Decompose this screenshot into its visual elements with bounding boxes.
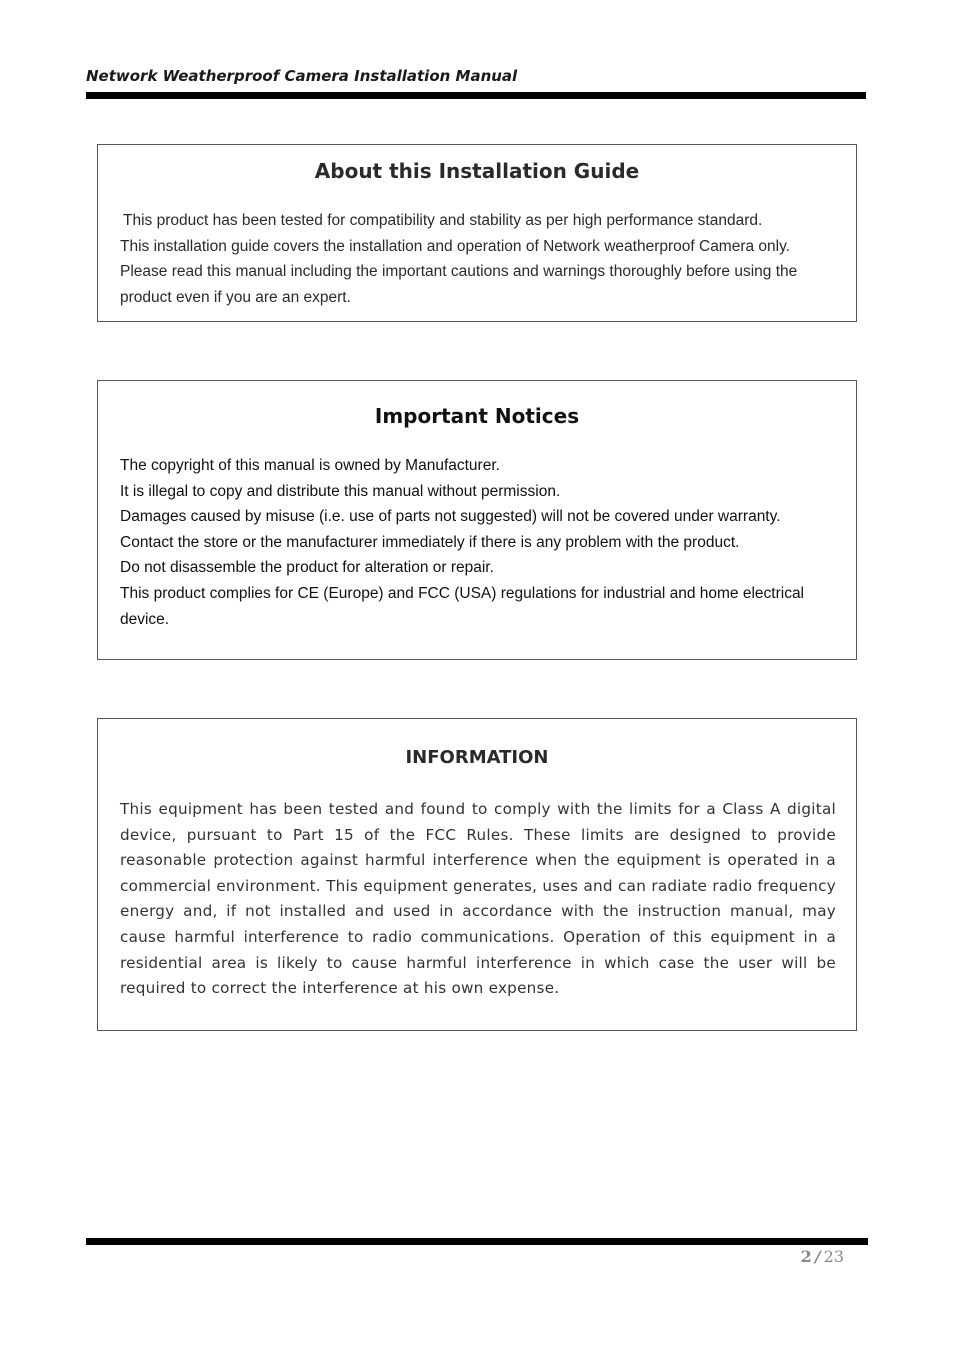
information-box <box>97 718 857 1031</box>
text-line: product even if you are an expert. <box>120 288 351 306</box>
text-line: This product complies for CE (Europe) and FCC (USA) regulations for industrial and home electrical <box>120 584 805 602</box>
text-line: The copyright of this manual is owned by Manufacturer. <box>120 457 500 474</box>
document-header-title: Network Weatherproof Camera Installation Manual <box>86 67 518 85</box>
text-line: This product has been tested for compatibility and stability as per high performance standard. <box>123 212 763 229</box>
about-guide-title: About this Installation Guide <box>314 159 640 183</box>
important-notices-title: Important Notices <box>374 404 580 428</box>
text-line: This installation guide covers the installation and operation of Network weatherproof Camera only. <box>120 237 791 255</box>
important-notices-text <box>120 453 804 632</box>
page-total: 23 <box>823 1247 844 1266</box>
information-title: INFORMATION <box>405 747 549 768</box>
page-separator: / <box>814 1247 821 1266</box>
page-number <box>801 1247 844 1266</box>
text-line: Do not disassemble the product for alteration or repair. <box>120 559 494 577</box>
text-line: Please read this manual including the important cautions and warnings thoroughly before using the <box>120 263 798 281</box>
text-line: Damages caused by misuse (i.e. use of parts not suggested) will not be covered under warranty. <box>120 508 781 526</box>
important-notices-box <box>97 380 857 660</box>
text-line: Contact the store or the manufacturer immediately if there is any problem with the product. <box>120 533 740 551</box>
footer-rule <box>86 1238 868 1245</box>
text-line: device. <box>120 610 170 628</box>
about-guide-text <box>120 208 797 310</box>
fcc-statement-paragraph: This equipment has been tested and found to comply with the limits for a Class A digital device, pursuant to Part 15 of the FCC Rules. These limits are designed to provide reasonable protection against harmful interference when the equipment is operated in a commercial environment. This equipment generates, uses and can radiate radio frequency energy and, if not installed and used in accordance with the instruction manual, may cause harmful interference to radio communications. Operation of this equipment in a residential area is likely to cause harmful interference in which case the user will be required to correct the interference at his own expense. <box>120 800 836 998</box>
about-guide-box <box>97 144 857 322</box>
header-rule <box>86 92 866 99</box>
text-line: It is illegal to copy and distribute this manual without permission. <box>120 482 561 500</box>
page-current: 2 <box>800 1247 812 1266</box>
